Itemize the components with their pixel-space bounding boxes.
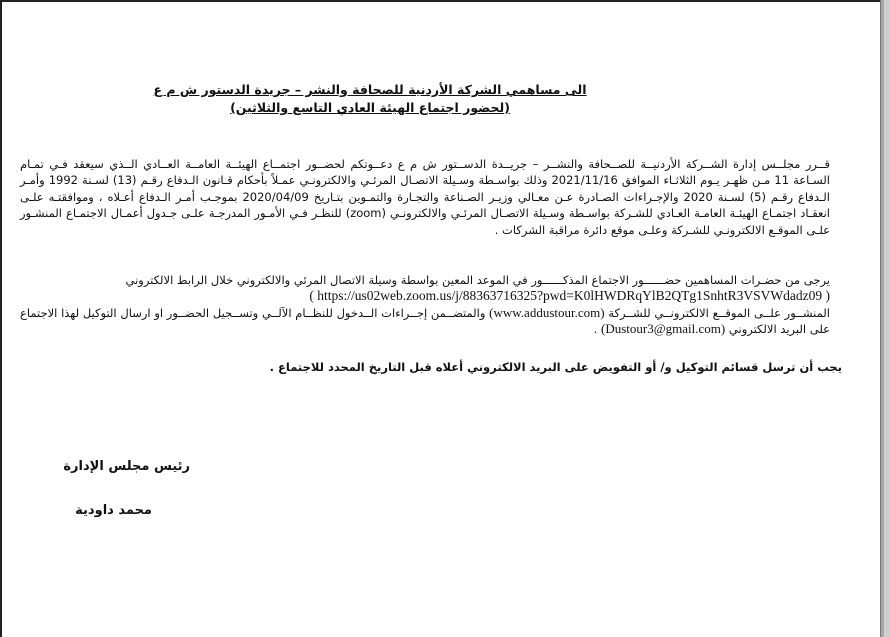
signature-title: رئيس مجلس الإدارة	[63, 459, 190, 474]
attendance-paragraph	[20, 272, 830, 338]
invitation-paragraph: قــرر مجلــس إدارة الشــركة الأردنيــة للصــحافة والنشــر – جريــدة الدســتور ش م ع دعــوتكم لحضــور اجتمــاع الهيئــة العامــة العــادي الــذي سيعقد فـي تمـام السـاعة 11 مـن ظهـر يـوم الثلاثـاء الموافق 2021/11/16 وذلك بواسـطة وسـيلة الاتصـال المرئـي والالكترونـي عمـلاً بأحكام قـانون الـدفاع رقـم (13) لسـنة 1992 وأمـر الـدفاع رقـم (5) لسـنة 2020 والإجـراءات الصـادرة عـن معـالي وزيـر الصـناعة والتجـارة والتمـوين بتـاريخ 2020/04/09 بموجـب أمـر الـدفاع أعـلاه ، وموافقتـه علـى انعقـاد اجتمـاع الهيئـة العامـة العـادي للشـركة بواسـطة وسـيلة الاتصـال المرئـي والالكترونـي (zoom) للنظـر فـي الأمـور المدرجـة علـى جـدول أعمـال الاجتمـاع المنشـور علـى الموقـع الالكترونـي للشـركة وعلـى موقع دائرة مراقبة الشركات .	[20, 157, 831, 237]
attendance-end: .	[593, 322, 598, 337]
email-link[interactable]: (Dustour3@gmail.com)	[600, 321, 726, 337]
page-border-left	[0, 0, 2, 637]
attendance-text-a: المنشــور علــى الموقــع الالكترونــي للشــركة	[608, 305, 830, 320]
page-border-top	[0, 0, 882, 2]
website-link[interactable]: (www.addustour.com)	[489, 304, 605, 320]
attendance-line: يرجى من حضـرات المساهمين حضــــــور الاجتماع المذكــــــور في الموعد المعين بواسطة وسيلة الاتصال المرئي والالكتروني خلال الرابط الالكتروني	[125, 273, 830, 287]
page-shadow	[881, 0, 884, 637]
notice-subtitle: (لحضور اجتماع الهيئة العادي التاسع والثلاثين)	[230, 100, 510, 115]
signature-name: محمد داودية	[75, 503, 152, 518]
zoom-link[interactable]: ( https://us02web.zoom.us/j/88363716325?pwd=K0lHWDRqYlB2QTg1SnhtR3VSVWdadz09 )	[309, 288, 830, 304]
proxy-note: يجب أن ترسل قسائم التوكيل و/ أو التفويض على البريد الالكتروني أعلاه قبل التاريخ المحدد للاجتماع .	[269, 360, 842, 374]
notice-title: الى مساهمي الشركة الأردنية للصحافة والنشر – جريدة الدستور ش م ع	[153, 82, 587, 97]
attendance-text-b: والمتضــمن إجــراءات الــدخول للنظــام الآلــي وتســجيل الحضــور او ارسال التوكيل لهذا الاجتماع على البريد الالكتروني	[20, 305, 830, 337]
